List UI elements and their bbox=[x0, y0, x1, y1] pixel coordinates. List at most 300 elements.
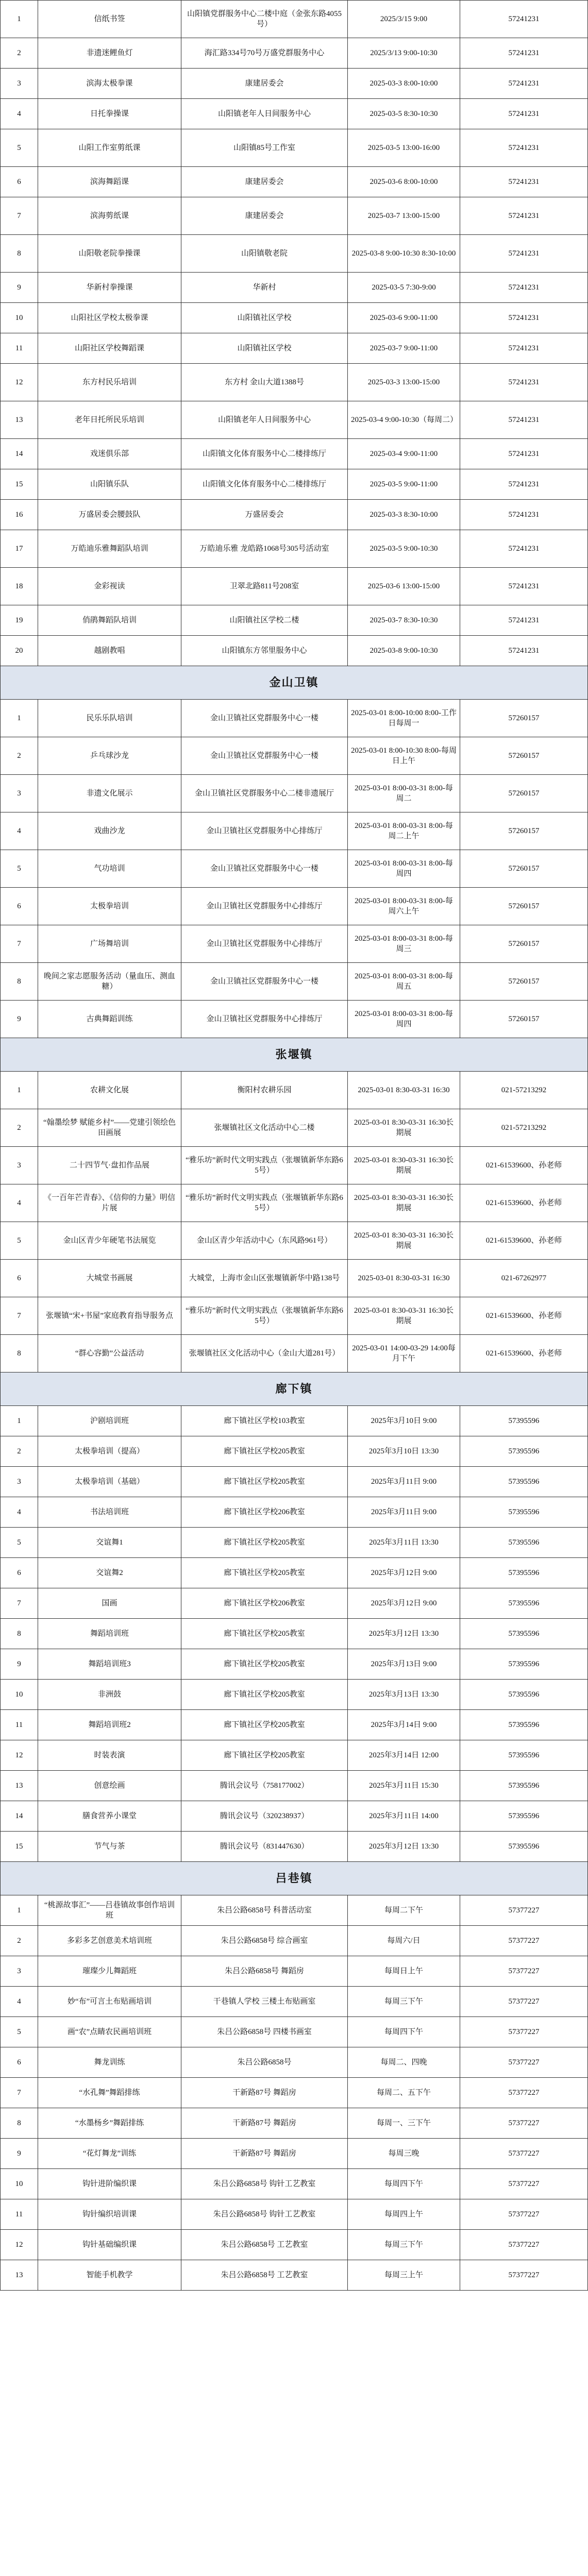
contact-phone: 57377227 bbox=[460, 1956, 588, 1987]
contact-phone: 57260157 bbox=[460, 925, 588, 963]
activity-location: 腾讯会议号（320238937） bbox=[181, 1801, 348, 1832]
table-row bbox=[1, 775, 588, 812]
activity-location: 万盛居委会 bbox=[181, 500, 348, 530]
contact-phone: 57395596 bbox=[460, 1710, 588, 1740]
activity-name: “翰墨绘梦 赋能乡村”——党建引领绘色田画展 bbox=[38, 1109, 181, 1147]
contact-phone: 57241231 bbox=[460, 273, 588, 303]
contact-phone: 57241231 bbox=[460, 439, 588, 469]
contact-phone: 57395596 bbox=[460, 1801, 588, 1832]
row-number: 7 bbox=[1, 1588, 38, 1619]
table-row bbox=[1, 812, 588, 850]
activity-location: 廊下镇社区学校205教室 bbox=[181, 1740, 348, 1771]
row-number: 1 bbox=[1, 1, 38, 38]
contact-phone: 57377227 bbox=[460, 2230, 588, 2260]
activity-location: 廊下镇社区学校205教室 bbox=[181, 1619, 348, 1649]
table-row bbox=[1, 2078, 588, 2108]
row-number: 16 bbox=[1, 500, 38, 530]
activity-time: 每周日上午 bbox=[348, 1956, 460, 1987]
activity-location: 衡阳村农耕乐园 bbox=[181, 1072, 348, 1109]
activity-time: 2025-03-6 13:00-15:00 bbox=[348, 568, 460, 605]
activity-name: 舞蹈培训班2 bbox=[38, 1710, 181, 1740]
activity-time: 每周四下午 bbox=[348, 2169, 460, 2199]
table-row bbox=[1, 1072, 588, 1109]
contact-phone: 57377227 bbox=[460, 2260, 588, 2291]
activity-name: 晚间之家志愿服务活动（量血压、测血糖） bbox=[38, 963, 181, 1001]
activity-time: 2025-03-01 8:30-03-31 16:30长期展 bbox=[348, 1109, 460, 1147]
activity-time: 2025年3月14日 9:00 bbox=[348, 1710, 460, 1740]
contact-phone: 021-61539600、孙老师 bbox=[460, 1297, 588, 1335]
activity-location: 山阳镇文化体育服务中心二楼排练厅 bbox=[181, 439, 348, 469]
row-number: 10 bbox=[1, 303, 38, 333]
activity-location: 山阳镇东方邻里服务中心 bbox=[181, 636, 348, 666]
activity-location: 干巷镇人学校 三楼土布贴画室 bbox=[181, 1987, 348, 2017]
table-row bbox=[1, 2260, 588, 2291]
activity-time: 2025年3月11日 15:30 bbox=[348, 1771, 460, 1801]
activity-time: 2025-03-01 8:00-10:30 8:00-每周日上午 bbox=[348, 737, 460, 775]
contact-phone: 57241231 bbox=[460, 500, 588, 530]
row-number: 5 bbox=[1, 1528, 38, 1558]
contact-phone: 57241231 bbox=[460, 605, 588, 636]
table-row bbox=[1, 530, 588, 568]
table-row bbox=[1, 1987, 588, 2017]
section-header bbox=[1, 1038, 588, 1072]
activity-location: 万皓迪乐雅 龙皓路1068号305号活动室 bbox=[181, 530, 348, 568]
row-number: 13 bbox=[1, 1771, 38, 1801]
row-number: 1 bbox=[1, 1072, 38, 1109]
activity-name: 沪剧培训班 bbox=[38, 1406, 181, 1436]
row-number: 9 bbox=[1, 1001, 38, 1038]
row-number: 6 bbox=[1, 1558, 38, 1588]
table-row bbox=[1, 888, 588, 925]
activity-location: 山阳镇文化体育服务中心二楼排练厅 bbox=[181, 469, 348, 500]
table-row bbox=[1, 197, 588, 235]
activity-location: 廊下镇社区学校103教室 bbox=[181, 1406, 348, 1436]
row-number: 2 bbox=[1, 737, 38, 775]
row-number: 10 bbox=[1, 1680, 38, 1710]
section-header bbox=[1, 666, 588, 700]
activity-name: 万盛居委会腰鼓队 bbox=[38, 500, 181, 530]
activity-time: 每周四下午 bbox=[348, 2017, 460, 2047]
activity-location: 朱吕公路6858号 科普活动室 bbox=[181, 1895, 348, 1926]
activity-name: 戏曲沙龙 bbox=[38, 812, 181, 850]
row-number: 11 bbox=[1, 1710, 38, 1740]
table-row bbox=[1, 1926, 588, 1956]
activity-location: 山阳镇党群服务中心二楼中庭（金张东路4055号） bbox=[181, 1, 348, 38]
activity-location: 朱吕公路6858号 综合画室 bbox=[181, 1926, 348, 1956]
contact-phone: 57395596 bbox=[460, 1588, 588, 1619]
activity-name: 非洲鼓 bbox=[38, 1680, 181, 1710]
row-number: 18 bbox=[1, 568, 38, 605]
row-number: 3 bbox=[1, 775, 38, 812]
row-number: 2 bbox=[1, 1436, 38, 1467]
contact-phone: 57241231 bbox=[460, 401, 588, 439]
row-number: 19 bbox=[1, 605, 38, 636]
contact-phone: 57377227 bbox=[460, 2017, 588, 2047]
contact-phone: 57241231 bbox=[460, 38, 588, 69]
activity-name: 节气与茶 bbox=[38, 1832, 181, 1862]
activity-time: 2025-03-5 7:30-9:00 bbox=[348, 273, 460, 303]
activity-time: 2025-03-01 8:30-03-31 16:30长期展 bbox=[348, 1147, 460, 1184]
row-number: 1 bbox=[1, 1406, 38, 1436]
activity-name: 滨海舞蹈课 bbox=[38, 167, 181, 197]
activity-name: 多彩多艺创意美术培训班 bbox=[38, 1926, 181, 1956]
activity-location: 金山卫镇社区党群服务中心一楼 bbox=[181, 850, 348, 888]
activity-time: 2025年3月12日 13:30 bbox=[348, 1619, 460, 1649]
contact-phone: 57241231 bbox=[460, 235, 588, 273]
activity-time: 2025-03-01 8:00-03-31 8:00-每周四 bbox=[348, 850, 460, 888]
activity-name: 舞龙训练 bbox=[38, 2047, 181, 2078]
activity-time: 每周三下午 bbox=[348, 2230, 460, 2260]
activity-location: 张堰镇社区文化活动中心二楼 bbox=[181, 1109, 348, 1147]
activity-time: 2025-03-4 9:00-10:30（每周二） bbox=[348, 401, 460, 439]
row-number: 3 bbox=[1, 1956, 38, 1987]
activity-location: 朱吕公路6858号 bbox=[181, 2047, 348, 2078]
activity-location: 山阳镇85号工作室 bbox=[181, 129, 348, 167]
activity-time: 2025-03-5 9:00-10:30 bbox=[348, 530, 460, 568]
activity-name: 《一百年芒青春》、《信仰的力量》明信片展 bbox=[38, 1184, 181, 1222]
table-row bbox=[1, 1832, 588, 1862]
table-row bbox=[1, 167, 588, 197]
contact-phone: 57395596 bbox=[460, 1406, 588, 1436]
activity-time: 2025年3月11日 13:30 bbox=[348, 1528, 460, 1558]
activity-name: 时装表演 bbox=[38, 1740, 181, 1771]
activity-time: 2025-03-01 8:00-03-31 8:00-每周三 bbox=[348, 925, 460, 963]
activity-time: 2025-03-01 14:00-03-29 14:00每月下午 bbox=[348, 1335, 460, 1372]
row-number: 13 bbox=[1, 401, 38, 439]
contact-phone: 57260157 bbox=[460, 1001, 588, 1038]
activity-location: 干新路87号 舞蹈房 bbox=[181, 2078, 348, 2108]
activity-name: 山阳镇乐队 bbox=[38, 469, 181, 500]
activity-time: 2025-03-3 8:30-10:00 bbox=[348, 500, 460, 530]
table-row bbox=[1, 2047, 588, 2078]
activity-name: 老年日托所民乐培训 bbox=[38, 401, 181, 439]
activity-time: 每周二下午 bbox=[348, 1895, 460, 1926]
contact-phone: 57260157 bbox=[460, 700, 588, 737]
activity-location: 金山卫镇社区党群服务中心二楼非遗展厅 bbox=[181, 775, 348, 812]
activity-name: 乒乓球沙龙 bbox=[38, 737, 181, 775]
contact-phone: 57260157 bbox=[460, 850, 588, 888]
contact-phone: 021-61539600、孙老师 bbox=[460, 1335, 588, 1372]
row-number: 4 bbox=[1, 1497, 38, 1528]
table-row bbox=[1, 1222, 588, 1260]
row-number: 1 bbox=[1, 700, 38, 737]
activity-name: 张堰镇“宋+书屋”家庭教育指导服务点 bbox=[38, 1297, 181, 1335]
activity-name: 滨海剪纸课 bbox=[38, 197, 181, 235]
row-number: 5 bbox=[1, 129, 38, 167]
row-number: 4 bbox=[1, 99, 38, 129]
activity-time: 每周二、四晚 bbox=[348, 2047, 460, 2078]
table-row bbox=[1, 273, 588, 303]
activity-location: 山阳镇老年人日间服务中心 bbox=[181, 401, 348, 439]
table-row bbox=[1, 1801, 588, 1832]
table-row bbox=[1, 1649, 588, 1680]
activity-time: 2025-03-01 8:30-03-31 16:30长期展 bbox=[348, 1222, 460, 1260]
activity-location: 金山卫镇社区党群服务中心排练厅 bbox=[181, 812, 348, 850]
row-number: 7 bbox=[1, 925, 38, 963]
activity-name: 太极拳培训（提高） bbox=[38, 1436, 181, 1467]
row-number: 2 bbox=[1, 38, 38, 69]
contact-phone: 57241231 bbox=[460, 530, 588, 568]
activity-time: 2025-03-3 13:00-15:00 bbox=[348, 364, 460, 401]
table-row bbox=[1, 2199, 588, 2230]
contact-phone: 57241231 bbox=[460, 333, 588, 364]
table-row bbox=[1, 1467, 588, 1497]
contact-phone: 57377227 bbox=[460, 1895, 588, 1926]
table-row bbox=[1, 1710, 588, 1740]
row-number: 17 bbox=[1, 530, 38, 568]
activity-time: 每周三下午 bbox=[348, 1987, 460, 2017]
row-number: 15 bbox=[1, 1832, 38, 1862]
activity-name: “水孔舞”舞蹈排练 bbox=[38, 2078, 181, 2108]
table-row bbox=[1, 1335, 588, 1372]
table-row bbox=[1, 605, 588, 636]
table-row bbox=[1, 1680, 588, 1710]
row-number: 2 bbox=[1, 1926, 38, 1956]
row-number: 4 bbox=[1, 1184, 38, 1222]
activity-time: 每周四上午 bbox=[348, 2199, 460, 2230]
activity-location: 山阳镇老年人日间服务中心 bbox=[181, 99, 348, 129]
contact-phone: 57377227 bbox=[460, 2169, 588, 2199]
activity-name: 信纸书签 bbox=[38, 1, 181, 38]
activity-time: 2025年3月11日 9:00 bbox=[348, 1467, 460, 1497]
row-number: 11 bbox=[1, 333, 38, 364]
contact-phone: 57241231 bbox=[460, 636, 588, 666]
activity-name: 山阳社区学校太极拳课 bbox=[38, 303, 181, 333]
activity-time: 2025-03-01 8:30-03-31 16:30长期展 bbox=[348, 1184, 460, 1222]
table-row bbox=[1, 1497, 588, 1528]
activity-time: 2025-03-5 8:30-10:30 bbox=[348, 99, 460, 129]
activity-name: “花灯舞龙”训练 bbox=[38, 2139, 181, 2169]
activity-name: 农耕文化展 bbox=[38, 1072, 181, 1109]
activity-location: 山阳镇社区学校 bbox=[181, 333, 348, 364]
table-row bbox=[1, 364, 588, 401]
activity-time: 2025-03-8 9:00-10:30 bbox=[348, 636, 460, 666]
row-number: 6 bbox=[1, 888, 38, 925]
row-number: 9 bbox=[1, 2139, 38, 2169]
activity-location: 朱吕公路6858号 舞蹈房 bbox=[181, 1956, 348, 1987]
row-number: 12 bbox=[1, 2230, 38, 2260]
activity-time: 2025年3月11日 14:00 bbox=[348, 1801, 460, 1832]
activity-name: 画“农”点睛农民画培训班 bbox=[38, 2017, 181, 2047]
row-number: 8 bbox=[1, 235, 38, 273]
activity-location: 廊下镇社区学校205教室 bbox=[181, 1467, 348, 1497]
activity-name: 东方村民乐培训 bbox=[38, 364, 181, 401]
contact-phone: 021-61539600、孙老师 bbox=[460, 1222, 588, 1260]
activity-time: 2025年3月13日 13:30 bbox=[348, 1680, 460, 1710]
activity-name: 金彩视读 bbox=[38, 568, 181, 605]
table-row bbox=[1, 1406, 588, 1436]
contact-phone: 021-61539600、孙老师 bbox=[460, 1147, 588, 1184]
contact-phone: 57241231 bbox=[460, 167, 588, 197]
contact-phone: 57377227 bbox=[460, 2199, 588, 2230]
table-row bbox=[1, 1895, 588, 1926]
contact-phone: 57377227 bbox=[460, 2078, 588, 2108]
activity-time: 每周三晚 bbox=[348, 2139, 460, 2169]
activity-time: 2025-03-01 8:00-03-31 8:00-每周四 bbox=[348, 1001, 460, 1038]
activity-name: 钩针编织培训课 bbox=[38, 2199, 181, 2230]
table-row bbox=[1, 235, 588, 273]
activity-location: 廊下镇社区学校206教室 bbox=[181, 1497, 348, 1528]
contact-phone: 57241231 bbox=[460, 469, 588, 500]
row-number: 5 bbox=[1, 2017, 38, 2047]
activity-name: 非遗文化展示 bbox=[38, 775, 181, 812]
activity-name: 太极拳培训（基础） bbox=[38, 1467, 181, 1497]
activity-location: 山阳镇敬老院 bbox=[181, 235, 348, 273]
activity-location: 干新路87号 舞蹈房 bbox=[181, 2108, 348, 2139]
contact-phone: 57260157 bbox=[460, 888, 588, 925]
row-number: 9 bbox=[1, 273, 38, 303]
activity-location: 大城堂，上海市金山区张堰镇新华中路138号 bbox=[181, 1260, 348, 1297]
section-header bbox=[1, 1372, 588, 1406]
contact-phone: 57241231 bbox=[460, 1, 588, 38]
table-row bbox=[1, 1260, 588, 1297]
row-number: 3 bbox=[1, 1467, 38, 1497]
activity-location: 廊下镇社区学校205教室 bbox=[181, 1528, 348, 1558]
section-title: 吕巷镇 bbox=[1, 1862, 588, 1895]
row-number: 13 bbox=[1, 2260, 38, 2291]
activity-time: 每周一、三下午 bbox=[348, 2108, 460, 2139]
activity-location: 廊下镇社区学校205教室 bbox=[181, 1436, 348, 1467]
row-number: 14 bbox=[1, 1801, 38, 1832]
activity-name: 山阳工作室剪纸课 bbox=[38, 129, 181, 167]
activity-time: 2025年3月12日 9:00 bbox=[348, 1588, 460, 1619]
activity-location: 张堰镇社区文化活动中心（金山大道281号） bbox=[181, 1335, 348, 1372]
row-number: 5 bbox=[1, 1222, 38, 1260]
contact-phone: 021-67262977 bbox=[460, 1260, 588, 1297]
table-row bbox=[1, 1147, 588, 1184]
activity-name: 华新村拳操课 bbox=[38, 273, 181, 303]
activity-time: 2025/3/13 9:00-10:30 bbox=[348, 38, 460, 69]
table-row bbox=[1, 737, 588, 775]
contact-phone: 57241231 bbox=[460, 568, 588, 605]
activity-name: 气功培训 bbox=[38, 850, 181, 888]
activity-time: 2025年3月10日 9:00 bbox=[348, 1406, 460, 1436]
contact-phone: 57377227 bbox=[460, 2139, 588, 2169]
activity-name: “群心容勤”公益活动 bbox=[38, 1335, 181, 1372]
row-number: 2 bbox=[1, 1109, 38, 1147]
contact-phone: 021-61539600、孙老师 bbox=[460, 1184, 588, 1222]
activity-time: 2025/3/15 9:00 bbox=[348, 1, 460, 38]
activity-time: 2025年3月13日 9:00 bbox=[348, 1649, 460, 1680]
table-row bbox=[1, 469, 588, 500]
activity-name: 书法培训班 bbox=[38, 1497, 181, 1528]
table-row bbox=[1, 2139, 588, 2169]
activity-name: 俏鹃舞蹈队培训 bbox=[38, 605, 181, 636]
row-number: 15 bbox=[1, 469, 38, 500]
activity-time: 2025-03-6 8:00-10:00 bbox=[348, 167, 460, 197]
table-row bbox=[1, 925, 588, 963]
activity-location: “雅乐坊”新时代文明实践点（张堰镇新华东路65号） bbox=[181, 1184, 348, 1222]
row-number: 8 bbox=[1, 1619, 38, 1649]
row-number: 7 bbox=[1, 1297, 38, 1335]
row-number: 12 bbox=[1, 1740, 38, 1771]
table-row bbox=[1, 1771, 588, 1801]
row-number: 8 bbox=[1, 963, 38, 1001]
activity-time: 2025-03-7 8:30-10:30 bbox=[348, 605, 460, 636]
row-number: 7 bbox=[1, 2078, 38, 2108]
activity-time: 2025-03-5 9:00-11:00 bbox=[348, 469, 460, 500]
table-row bbox=[1, 439, 588, 469]
activity-name: 二十四节气·盘扣作品展 bbox=[38, 1147, 181, 1184]
contact-phone: 57395596 bbox=[460, 1771, 588, 1801]
contact-phone: 57241231 bbox=[460, 197, 588, 235]
activity-time: 2025-03-4 9:00-11:00 bbox=[348, 439, 460, 469]
activity-time: 每周二、五下午 bbox=[348, 2078, 460, 2108]
activity-time: 2025-03-01 8:30-03-31 16:30长期展 bbox=[348, 1297, 460, 1335]
contact-phone: 57260157 bbox=[460, 737, 588, 775]
activity-time: 2025-03-01 8:00-03-31 8:00-每周五 bbox=[348, 963, 460, 1001]
activity-name: “桃源故事汇”——吕巷镇故事创作培训班 bbox=[38, 1895, 181, 1926]
activity-name: 璀璨少儿舞蹈班 bbox=[38, 1956, 181, 1987]
activity-location: 海汇路334号70号万盛党群服务中心 bbox=[181, 38, 348, 69]
activity-time: 2025-03-01 8:00-03-31 8:00-每周二 bbox=[348, 775, 460, 812]
contact-phone: 57395596 bbox=[460, 1832, 588, 1862]
table-row bbox=[1, 636, 588, 666]
table-row bbox=[1, 129, 588, 167]
row-number: 10 bbox=[1, 2169, 38, 2199]
row-number: 6 bbox=[1, 2047, 38, 2078]
activity-location: 山阳镇社区学校二楼 bbox=[181, 605, 348, 636]
contact-phone: 57241231 bbox=[460, 99, 588, 129]
activity-location: 东方村 金山大道1388号 bbox=[181, 364, 348, 401]
contact-phone: 57395596 bbox=[460, 1436, 588, 1467]
table-row bbox=[1, 1184, 588, 1222]
activity-location: 朱吕公路6858号 四楼书画室 bbox=[181, 2017, 348, 2047]
table-row bbox=[1, 2230, 588, 2260]
row-number: 6 bbox=[1, 167, 38, 197]
activity-time: 2025-03-7 9:00-11:00 bbox=[348, 333, 460, 364]
table-row bbox=[1, 99, 588, 129]
activity-name: 妙“布”可言土布贴画培训 bbox=[38, 1987, 181, 2017]
activity-location: 金山区青少年活动中心（东风路961号） bbox=[181, 1222, 348, 1260]
activity-location: 卫翠北路811号208室 bbox=[181, 568, 348, 605]
activity-location: 金山卫镇社区党群服务中心一楼 bbox=[181, 700, 348, 737]
activity-time: 2025-03-8 9:00-10:30 8:30-10:00 bbox=[348, 235, 460, 273]
activity-name: 大城堂书画展 bbox=[38, 1260, 181, 1297]
activity-name: 山阳社区学校舞蹈课 bbox=[38, 333, 181, 364]
activity-name: 越剧教唱 bbox=[38, 636, 181, 666]
activity-time: 2025-03-01 8:00-10:00 8:00-工作日每周一 bbox=[348, 700, 460, 737]
row-number: 7 bbox=[1, 197, 38, 235]
activity-time: 2025-03-7 13:00-15:00 bbox=[348, 197, 460, 235]
row-number: 11 bbox=[1, 2199, 38, 2230]
row-number: 5 bbox=[1, 850, 38, 888]
section-title: 廊下镇 bbox=[1, 1372, 588, 1406]
table-row bbox=[1, 963, 588, 1001]
activity-location: 山阳镇社区学校 bbox=[181, 303, 348, 333]
table-row bbox=[1, 1436, 588, 1467]
row-number: 14 bbox=[1, 439, 38, 469]
table-row bbox=[1, 700, 588, 737]
activity-name: 民乐乐队培训 bbox=[38, 700, 181, 737]
activity-location: 金山卫镇社区党群服务中心一楼 bbox=[181, 737, 348, 775]
activity-location: 金山卫镇社区党群服务中心排练厅 bbox=[181, 925, 348, 963]
schedule-table-body bbox=[1, 1, 588, 2291]
activity-location: “雅乐坊”新时代文明实践点（张堰镇新华东路65号） bbox=[181, 1147, 348, 1184]
row-number: 6 bbox=[1, 1260, 38, 1297]
row-number: 8 bbox=[1, 1335, 38, 1372]
activity-location: 廊下镇社区学校205教室 bbox=[181, 1649, 348, 1680]
activity-name: 广场舞培训 bbox=[38, 925, 181, 963]
activity-location: 康建居委会 bbox=[181, 197, 348, 235]
contact-phone: 57395596 bbox=[460, 1740, 588, 1771]
table-row bbox=[1, 1, 588, 38]
contact-phone: 57395596 bbox=[460, 1680, 588, 1710]
activity-name: 太极拳培训 bbox=[38, 888, 181, 925]
activity-name: 钩针进阶编织课 bbox=[38, 2169, 181, 2199]
activity-name: 戏迷俱乐部 bbox=[38, 439, 181, 469]
row-number: 3 bbox=[1, 1147, 38, 1184]
